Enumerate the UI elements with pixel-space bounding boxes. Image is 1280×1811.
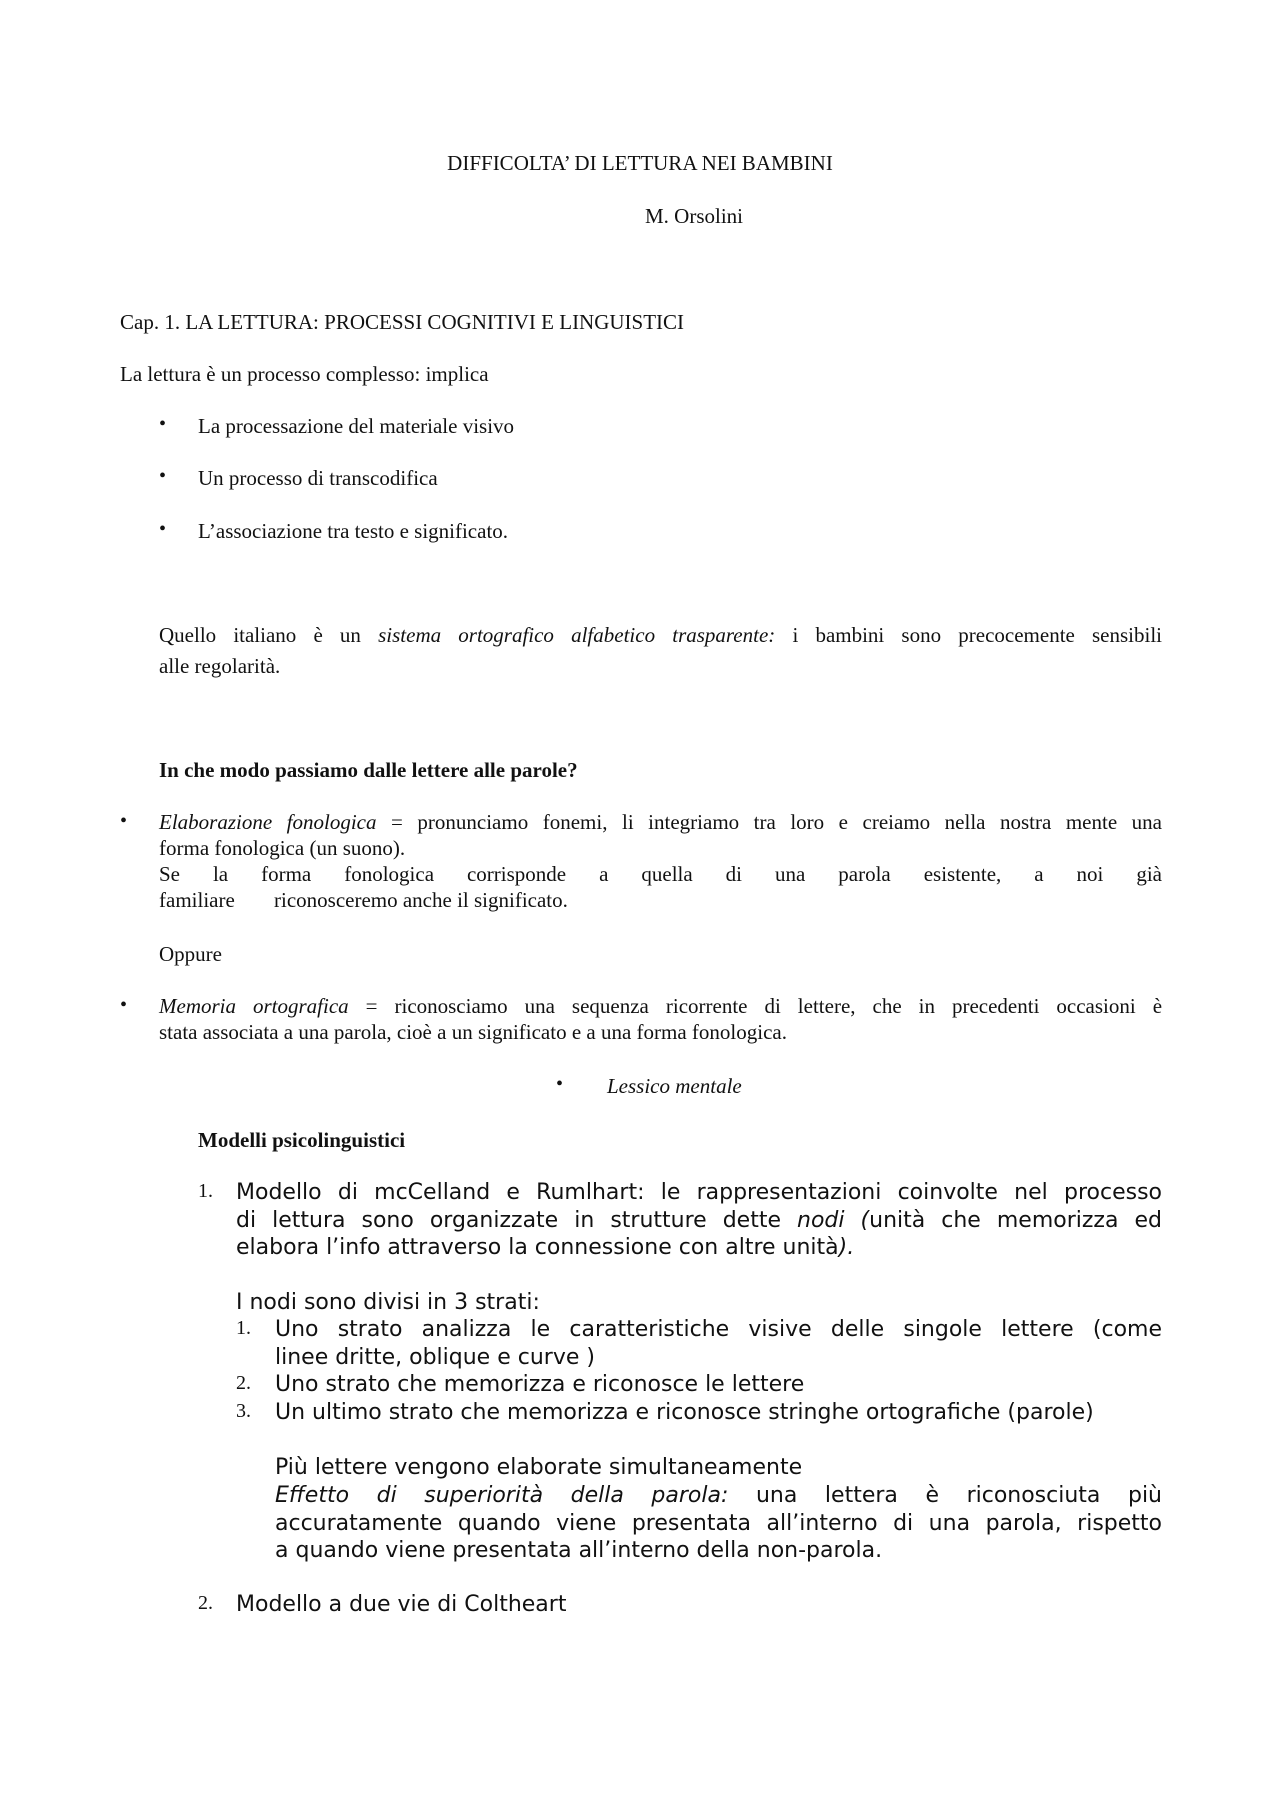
route1-line3: Se la forma fonologica corrisponde a quella di una parola esistente, a noi già xyxy=(159,862,1162,886)
stratum2-line1: Uno strato che memorizza e riconosce le lettere xyxy=(275,1372,805,1397)
list-item: La processazione del materiale visivo xyxy=(198,414,515,438)
route2-line1 xyxy=(159,993,1162,1019)
chapter-heading: Cap. 1. LA LETTURA: PROCESSI COGNITIVI E LINGUISTICI xyxy=(120,310,685,334)
text-run: una lettera è riconosciuta più xyxy=(755,1483,1163,1508)
text-run: di lettura sono organizzate in strutture dette xyxy=(236,1208,781,1233)
route1-line1 xyxy=(159,809,1162,835)
term-word-superiority: Effetto di superiorità della parola: xyxy=(275,1483,729,1508)
stratum3-number: 3. xyxy=(236,1400,251,1422)
model1-number: 1. xyxy=(198,1180,213,1202)
list-item: L’associazione tra testo e significato. xyxy=(198,519,509,543)
route2-line2: stata associata a una parola, cioè a un significato e a una forma fonologica. xyxy=(159,1020,787,1044)
model1-line2 xyxy=(236,1207,1162,1235)
text-run: Quello italiano è un xyxy=(159,623,361,647)
effect-line1 xyxy=(275,1482,1162,1510)
paragraph-orthography-line1 xyxy=(159,622,1162,648)
bullet-icon: • xyxy=(120,810,128,832)
route1-line4-b: riconosceremo anche il significato. xyxy=(274,888,568,912)
text-run-italic: ). xyxy=(838,1235,855,1260)
chapter-intro: La lettura è un processo complesso: implica xyxy=(120,362,489,386)
model2-label: Modello a due vie di Coltheart xyxy=(236,1592,567,1617)
oppure-label: Oppure xyxy=(159,942,222,966)
bullet-icon: • xyxy=(159,518,167,540)
strata-intro: I nodi sono divisi in 3 strati: xyxy=(236,1290,540,1315)
effect-line2: accuratamente quando viene presentata all’interno di una parola, rispetto xyxy=(275,1511,1162,1536)
document-title: DIFFICOLTA’ DI LETTURA NEI BAMBINI xyxy=(447,151,833,175)
stratum2-number: 2. xyxy=(236,1372,251,1394)
stratum1-line2: linee dritte, oblique e curve ) xyxy=(275,1345,595,1370)
list-item: Un processo di transcodifica xyxy=(198,466,438,490)
stratum1-line1: Uno strato analizza le caratteristiche visive delle singole lettere (come xyxy=(275,1317,1162,1342)
text-run: unità che memorizza ed xyxy=(869,1208,1162,1233)
bullet-icon: • xyxy=(556,1073,564,1095)
text-run-italic: sistema ortografico alfabetico trasparente: xyxy=(378,623,776,647)
model1-line3 xyxy=(236,1234,854,1262)
text-run: = pronunciamo fonemi, li integriamo tra loro e creiamo nella nostra mente una xyxy=(391,810,1162,834)
paragraph-orthography-line2: alle regolarità. xyxy=(159,654,281,678)
bullet-icon: • xyxy=(159,465,167,487)
model2-number: 2. xyxy=(198,1592,213,1614)
term-orthographic: Memoria ortografica xyxy=(159,994,349,1018)
models-heading: Modelli psicolinguistici xyxy=(198,1128,406,1152)
author-name: M. Orsolini xyxy=(645,204,744,228)
text-run-italic: nodi ( xyxy=(797,1208,870,1233)
lexicon-label: Lessico mentale xyxy=(607,1074,742,1098)
effect-line3: a quando viene presentata all’interno della non-parola. xyxy=(275,1538,883,1563)
bullet-icon: • xyxy=(120,994,128,1016)
bullet-icon: • xyxy=(159,413,167,435)
route1-line2: forma fonologica (un suono). xyxy=(159,836,406,860)
text-run: = riconosciamo una sequenza ricorrente di lettere, che in precedenti occasioni è xyxy=(365,994,1163,1018)
text-run: elabora l’info attraverso la connessione con altre unità xyxy=(236,1235,839,1260)
route1-line4-a: familiare xyxy=(159,888,235,912)
term-phonological: Elaborazione fonologica xyxy=(159,810,377,834)
stratum3-line1: Un ultimo strato che memorizza e riconosce stringhe ortografiche (parole) xyxy=(275,1400,1094,1425)
model1-line1: Modello di mcCelland e Rumlhart: le rappresentazioni coinvolte nel processo xyxy=(236,1180,1162,1205)
stratum1-number: 1. xyxy=(236,1317,251,1339)
text-run: i bambini sono precocemente sensibili xyxy=(792,623,1163,647)
section-question: In che modo passiamo dalle lettere alle parole? xyxy=(159,758,578,782)
simultaneous-note: Più lettere vengono elaborate simultaneamente xyxy=(275,1455,803,1480)
